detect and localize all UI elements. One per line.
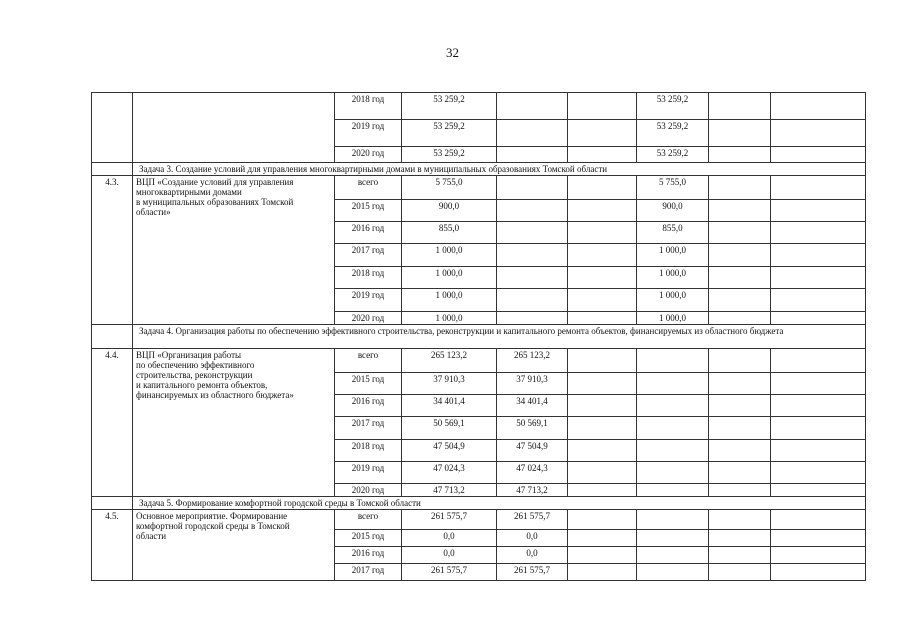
value-cell [568,93,637,120]
item-number [92,93,133,163]
value-cell [709,267,771,289]
value-cell [568,349,637,373]
value-cell [568,312,637,325]
value-cell: 265 123,2 [497,349,568,373]
value-cell: 1 000,0 [637,312,709,325]
empty-cell [771,222,866,244]
value-cell: 1 000,0 [637,244,709,267]
value-cell [568,200,637,222]
value-cell [709,349,771,373]
value-cell [709,289,771,312]
value-cell: 0,0 [497,530,568,547]
year-cell: 2016 год [335,222,402,244]
empty-cell [771,147,866,163]
value-cell: 0,0 [402,547,497,564]
value-cell: 261 575,7 [497,564,568,581]
value-cell [637,462,709,484]
value-cell: 37 910,3 [402,373,497,395]
value-cell [497,244,568,267]
value-cell [709,530,771,547]
value-cell [497,267,568,289]
value-cell [497,289,568,312]
empty-cell [771,176,866,200]
value-cell [637,349,709,373]
empty-cell [771,462,866,484]
value-cell [637,484,709,497]
year-cell: всего [335,349,402,373]
item-name: ВЦП «Организация работы по обеспечению эффективного строительства, реконструкции и капитального ремонта объектов, финансируемых из областного бюджета» [133,349,335,497]
value-cell: 1 000,0 [637,267,709,289]
value-cell [709,510,771,530]
empty-cell [771,267,866,289]
empty-cell [771,373,866,395]
value-cell [568,510,637,530]
year-cell: всего [335,510,402,530]
value-cell [568,373,637,395]
value-cell [637,530,709,547]
value-cell: 34 401,4 [402,395,497,417]
value-cell: 47 024,3 [402,462,497,484]
value-cell: 265 123,2 [402,349,497,373]
year-cell: 2019 год [335,289,402,312]
value-cell [568,564,637,581]
table-row [92,176,866,200]
table-row [92,510,866,530]
value-cell: 5 755,0 [402,176,497,200]
value-cell: 34 401,4 [497,395,568,417]
task-empty-cell [92,163,133,176]
empty-cell [771,200,866,222]
year-cell: 2019 год [335,120,402,147]
year-cell: 2020 год [335,147,402,163]
empty-cell [771,440,866,462]
value-cell: 53 259,2 [637,120,709,147]
empty-cell [771,120,866,147]
value-cell [497,222,568,244]
value-cell: 1 000,0 [402,244,497,267]
empty-cell [771,547,866,564]
empty-cell [771,395,866,417]
item-number: 4.5. [92,510,133,581]
value-cell [568,244,637,267]
value-cell: 50 569,1 [402,417,497,440]
value-cell [709,222,771,244]
value-cell: 53 259,2 [402,147,497,163]
value-cell [709,440,771,462]
value-cell [497,176,568,200]
item-name [133,93,335,163]
value-cell: 5 755,0 [637,176,709,200]
item-name: Основное мероприятие. Формирование комфортной городской среды в Томской области [133,510,335,581]
value-cell [568,547,637,564]
value-cell [497,147,568,163]
value-cell: 53 259,2 [637,147,709,163]
year-cell: 2017 год [335,244,402,267]
value-cell [568,395,637,417]
year-cell: 2019 год [335,462,402,484]
empty-cell [771,244,866,267]
value-cell [568,462,637,484]
year-cell: 2018 год [335,93,402,120]
value-cell: 37 910,3 [497,373,568,395]
empty-cell [771,289,866,312]
year-cell: 2016 год [335,547,402,564]
value-cell [709,312,771,325]
empty-cell [771,510,866,530]
value-cell [497,93,568,120]
value-cell: 855,0 [402,222,497,244]
year-cell: всего [335,176,402,200]
value-cell [568,176,637,200]
value-cell [568,222,637,244]
value-cell: 53 259,2 [402,120,497,147]
value-cell [568,120,637,147]
value-cell [637,564,709,581]
task-title: Задача 4. Организация работы по обеспечению эффективного строительства, реконструкции и капитального ремонта объектов, финансируемых из областного бюджета [133,325,866,349]
item-name: ВЦП «Создание условий для управления многоквартирными домами в муниципальных образованиях Томской области» [133,176,335,325]
value-cell: 261 575,7 [402,564,497,581]
year-cell: 2016 год [335,395,402,417]
value-cell: 47 504,9 [497,440,568,462]
value-cell: 0,0 [402,530,497,547]
value-cell [568,484,637,497]
value-cell [709,462,771,484]
year-cell: 2017 год [335,417,402,440]
table-row [92,349,866,373]
value-cell [568,417,637,440]
value-cell [709,176,771,200]
empty-cell [771,530,866,547]
empty-cell [771,349,866,373]
value-cell: 0,0 [497,547,568,564]
item-number: 4.4. [92,349,133,497]
empty-cell [771,312,866,325]
value-cell: 50 569,1 [497,417,568,440]
value-cell [709,547,771,564]
budget-table [91,92,866,581]
value-cell: 47 713,2 [402,484,497,497]
item-number: 4.3. [92,176,133,325]
value-cell: 1 000,0 [402,267,497,289]
value-cell [709,417,771,440]
task-row [92,163,866,176]
page-number: 32 [446,45,459,60]
empty-cell [771,417,866,440]
value-cell [709,93,771,120]
value-cell: 1 000,0 [402,289,497,312]
year-cell: 2015 год [335,530,402,547]
task-row [92,325,866,349]
year-cell: 2018 год [335,267,402,289]
year-cell: 2017 год [335,564,402,581]
value-cell [568,440,637,462]
year-cell: 2020 год [335,312,402,325]
task-row [92,497,866,510]
empty-cell [771,93,866,120]
year-cell: 2018 год [335,440,402,462]
task-empty-cell [92,325,133,349]
empty-cell [771,564,866,581]
task-title: Задача 5. Формирование комфортной городской среды в Томской области [133,497,866,510]
value-cell [709,395,771,417]
value-cell [709,200,771,222]
year-cell: 2020 год [335,484,402,497]
value-cell: 1 000,0 [637,289,709,312]
table-row [92,93,866,120]
task-empty-cell [92,497,133,510]
value-cell: 53 259,2 [402,93,497,120]
year-cell: 2015 год [335,373,402,395]
value-cell [497,200,568,222]
value-cell [709,484,771,497]
value-cell [709,120,771,147]
value-cell [568,530,637,547]
value-cell: 47 024,3 [497,462,568,484]
value-cell [637,510,709,530]
value-cell [637,373,709,395]
task-title: Задача 3. Создание условий для управления многоквартирными домами в муниципальных образованиях Томской области [133,163,866,176]
value-cell: 855,0 [637,222,709,244]
value-cell [568,289,637,312]
value-cell [637,395,709,417]
year-cell: 2015 год [335,200,402,222]
value-cell [709,244,771,267]
value-cell: 47 713,2 [497,484,568,497]
value-cell: 53 259,2 [637,93,709,120]
value-cell: 261 575,7 [497,510,568,530]
value-cell [709,147,771,163]
value-cell: 900,0 [402,200,497,222]
value-cell [709,564,771,581]
value-cell [637,547,709,564]
value-cell: 1 000,0 [402,312,497,325]
value-cell [497,120,568,147]
value-cell [637,417,709,440]
empty-cell [771,484,866,497]
value-cell [497,312,568,325]
value-cell [637,440,709,462]
value-cell [568,147,637,163]
value-cell [568,267,637,289]
value-cell [709,373,771,395]
value-cell: 900,0 [637,200,709,222]
value-cell: 261 575,7 [402,510,497,530]
value-cell: 47 504,9 [402,440,497,462]
